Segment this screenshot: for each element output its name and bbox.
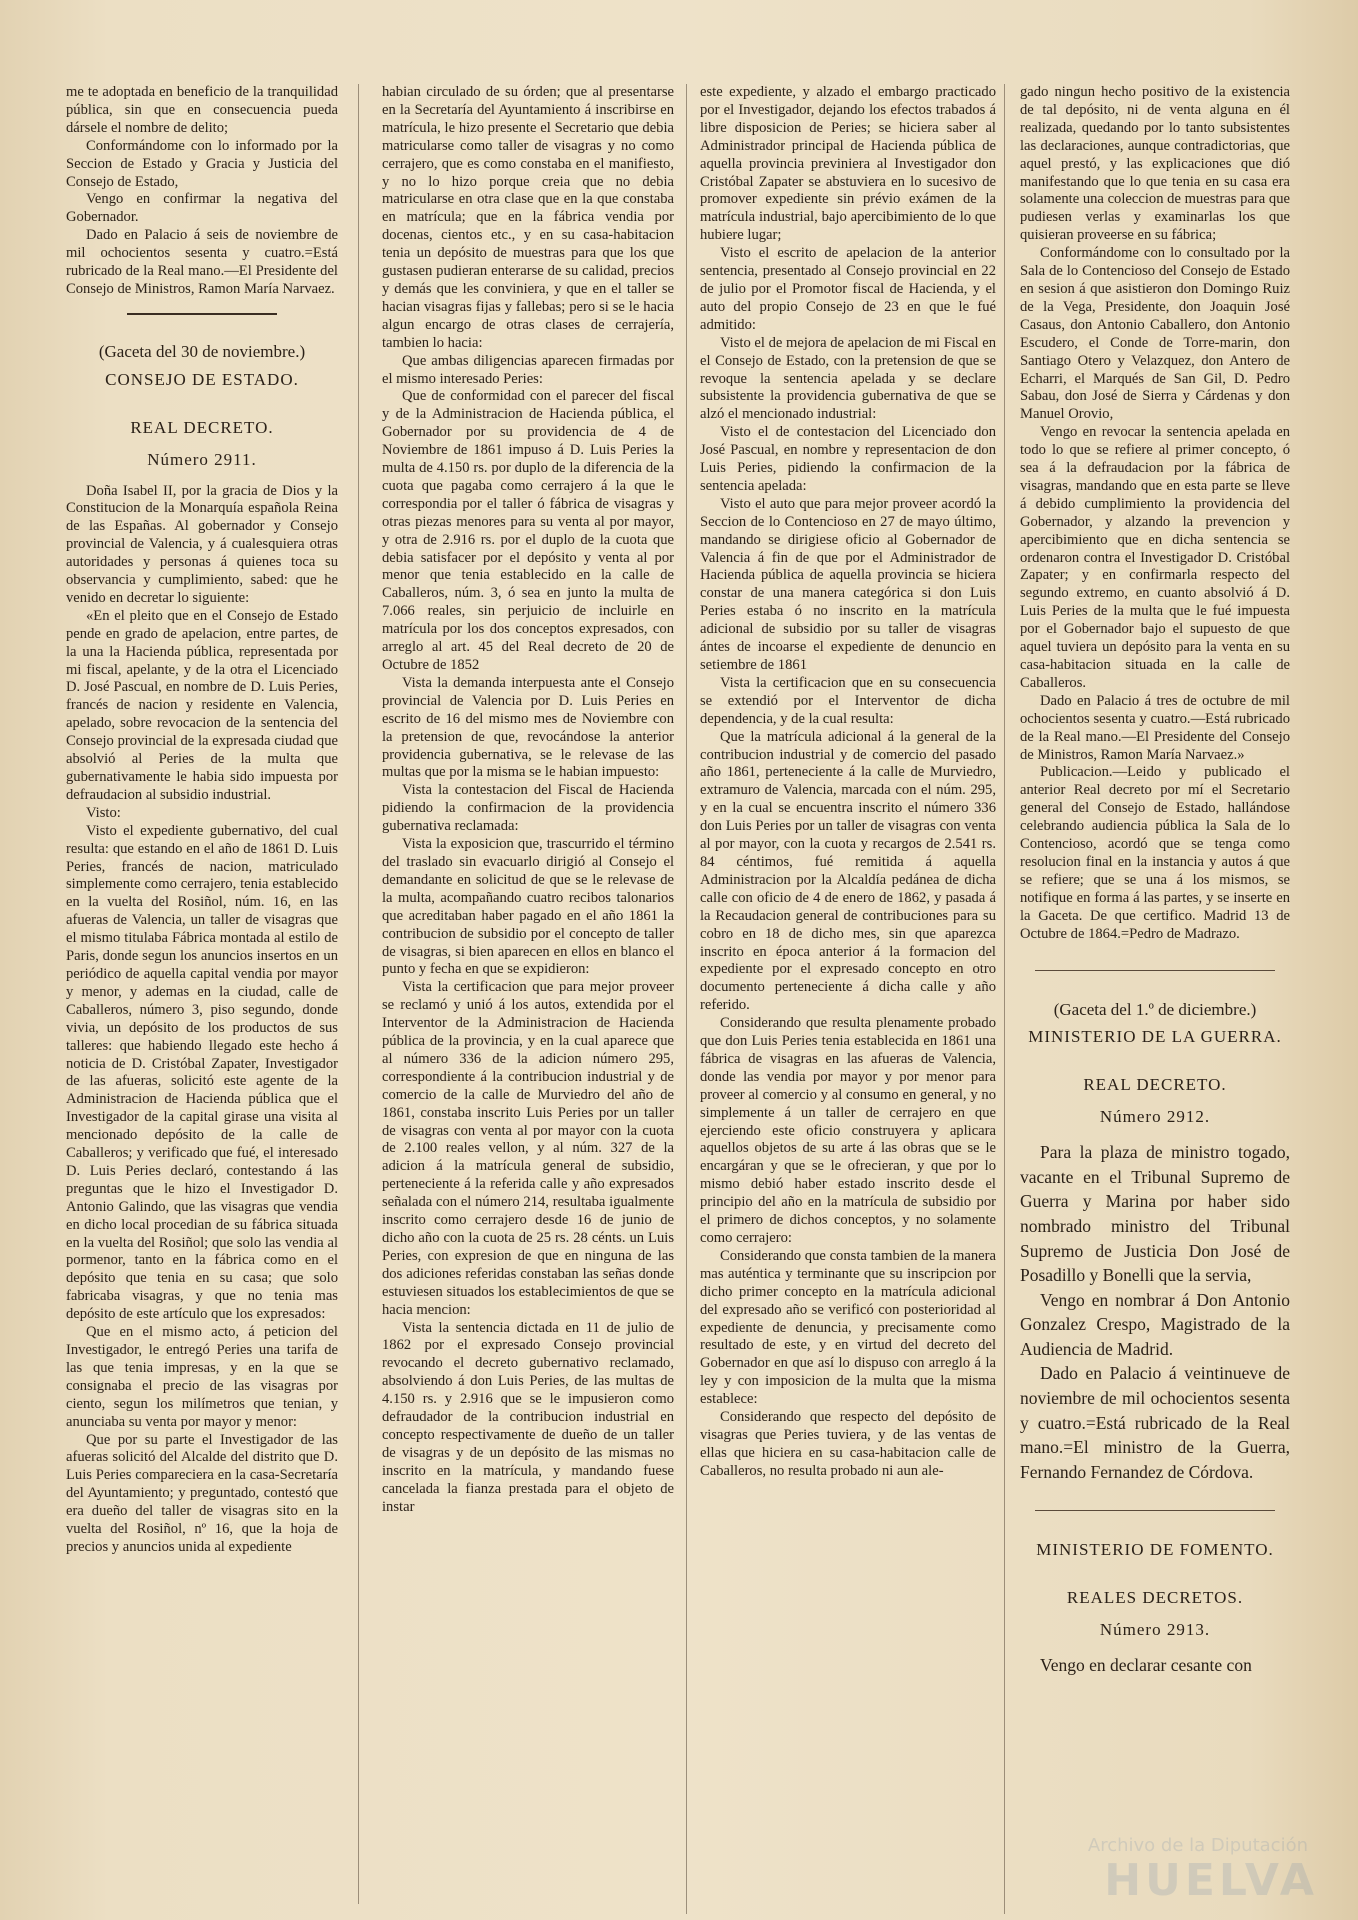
paragraph: Publicacion.—Leido y publicado el anterior Real decreto por mí el Secretario general del Consejo de Estado, hallándose celebrando audiencia pública la Sala de lo Contencioso, acordó que se tenga como resolucion final en la instancia y autos á que se refiere; que se una á los mismos, se notifique en forma á las partes, y se inserte en la Gaceta. De que certifico. Madrid 13 de Octubre de 1864.=Pedro de Madrazo. [1020, 764, 1290, 942]
section-divider [1035, 970, 1275, 971]
paragraph: Vista la certificacion que en su consecuencia se extendió por el Interventor de dicha dependencia, y de la cual resulta: [700, 674, 996, 727]
section-divider [127, 313, 277, 315]
decree-number: Número 2912. [1099, 1107, 1211, 1127]
paragraph: Que de conformidad con el parecer del fiscal y de la Administracion de Hacienda pública, el Gobernador por su providencia de 4 de Noviembre de 1861 impuso á D. Luis Peries la multa de 4.150 rs. por duplo de la diferencia de la cuota que pagaba como cerrajero á la que le correspondia por el taller ó fábrica de visagras y otras piezas menores para su venta al por mayor, y otra de 2.916 rs. por el duplo de la cuota que debia satisfacer por el depósito y venta al por menor que tenia establecido en la calle de Caballeros, núm. 3, ó sea en junto la multa de 7.066 reales, sin perjuicio de incluirle en matrícula por los dos conceptos expresados, con arreglo al art. 45 del Real decreto de 20 de Octubre de 1852 [382, 388, 674, 673]
paragraph: Vista la exposicion que, trascurrido el término del traslado sin evacuarlo dirigió al Consejo el demandante en solicitud de que se le relevase de la multa, acompañando cuatro recibos talonarios que acreditaban haber pagado en el año 1861 la contribucion de subsidio por el concepto de taller de visagras, si bien aparecen en ellos en blanco el punto y fecha en que se expidieron: [382, 836, 674, 978]
paragraph: Vista la contestacion del Fiscal de Hacienda pidiendo la confirmacion de la providencia gubernativa reclamada: [382, 782, 674, 835]
column-2 [382, 84, 674, 1912]
paragraph: Vengo en nombrar á Don Antonio Gonzalez Crespo, Magistrado de la Audiencia de Madrid. [1020, 1289, 1290, 1359]
paragraph: Visto: [86, 804, 121, 821]
section-heading: MINISTERIO DE FOMENTO. [1036, 1540, 1274, 1560]
column-rule [1004, 84, 1005, 1914]
paragraph: Vengo en revocar la sentencia apelada en todo lo que se refiere al primer concepto, ó sea á la defraudacion por la fábrica de visagras, mandando que en esta parte se lleve á debido cumplimiento la providencia del Gobernador, y alzando la prevencion y apercibimiento que en dicha sentencia se ordenaron contra el Investigador D. Cristóbal Zapater; y en confirmarla respecto del segundo extremo, en cuanto absolvió á D. Luis Peries de la multa que le fué impuesta por el Gobernador bajo el supuesto de que aquel tuviera un depósito para la venta en su casa-habitacion situada en la calle de Caballeros. [1020, 424, 1290, 691]
section-heading: MINISTERIO DE LA GUERRA. [1028, 1027, 1282, 1047]
paragraph: me te adoptada en beneficio de la tranquilidad pública, sin que en consecuencia pueda dársele el nombre de delito; [66, 84, 338, 136]
paragraph: habian circulado de su órden; que al presentarse en la Secretaría del Ayuntamiento á inscribirse en matrícula, le hizo presente el Secretario que debia matricularse como taller de visagras y no como cerrajero, que es como constaba en el manifiesto, y no lo hizo porque creia que no debia matricularse en otra clase que en la que constaba en matrícula; que en la fábrica vendia por docenas, cientos etc., y en su casa-habitacion tenia un depósito de muestras para que los que gustasen pudieran enterarse de su calidad, precios y demás que les conviniera, y que en el taller se hacian visagras fijas y fallebas; pero si se le hacia algun encargo de otras clases de cerrajería, tambien lo hacia: [382, 84, 674, 351]
column-3 [700, 84, 996, 1912]
paragraph: Visto el expediente gubernativo, del cual resulta: que estando en el año de 1861 D. Luis Peries, francés de nacion, matriculado simplemente como cerrajero, tenia establecido en la vuelta del Rosiñol, núm. 16, en las afueras de Valencia, un taller de visagras que el mismo titulaba Fábrica montada al estilo de Paris, donde segun los anuncios insertos en un periódico de aquella capital vendia por mayor y menor, y ademas en la ciudad, calle de Caballeros, número 3, piso segundo, donde vivia, un depósito de los productos de sus talleres: que habiendo llegado este hecho á noticia de D. Cristóbal Zapater, Investigador de las afueras, solicitó este agente de la Administracion de Hacienda pública que el Investigador de la capital girase una visita al mencionado depósito de la calle de Caballeros; y verificado que fué, el interesado D. Luis Peries declaró, contestando á las preguntas que le hizo el Investigador D. Antonio Galindo, que las visagras que vendia en dicho local procedian de su fábrica situada en la vuelta del Rosiñol; que solo las vendia al pormenor, tanto en la fábrica como en el depósito que tenia en su casa; que solo fabricaba visagras, y que no tenia mas depósito de este artículo que los expresados: [66, 822, 338, 1323]
paragraph: Vista la sentencia dictada en 11 de julio de 1862 por el expresado Consejo provincial revocando el decreto gubernativo reclamado, absolviendo á don Luis Peries, de las multas de 4.150 rs. y 2.916 que se le impusieron como defraudador de la contribucion industrial en concepto respectivamente de dueño de un taller de visagras y de un depósito de las mismas no inscrito en la matrícula, y mandando fuese cancelada la fianza prestada para el objeto de instar [382, 1319, 674, 1515]
paragraph: Conformándome con lo informado por la Seccion de Estado y Gracia y Justicia del Consejo de Estado, [66, 137, 338, 190]
paragraph: Considerando que resulta plenamente probado que don Luis Peries tenia establecida en 1861 una fábrica de visagras en las afueras de Valencia, donde las vendia por mayor y por menor para proveer al comercio y al consumo en general, y no simplemente á un taller de cerrajero en que ejerciendo este oficio construyera y aplicara aquellos objetos de su arte á las obras que se le encargáran y que se le ofrecieran, y que por lo mismo debió haber estado inscrito desde el principio del año en la matrícula de subsidio por el primero de dichos conceptos, y no solamente como cerrajero: [700, 1015, 996, 1246]
paragraph: Dado en Palacio á tres de octubre de mil ochocientos sesenta y cuatro.—Está rubricado de la Real mano.—El Presidente del Consejo de Ministros, Ramon María Narvaez.» [1020, 692, 1290, 763]
paragraph: Conformándome con lo consultado por la Sala de lo Contencioso del Consejo de Estado en sesion á que asistieron don Domingo Ruiz de la Vega, Presidente, don Joaquin José Casaus, don Antonio Caballero, don Antonio Escudero, el Conde de Torre-marin, don Santiago Otero y Velazquez, don Antero de Echarri, el Marqués de San Gil, D. Pedro Sabau, don José de Sierra y Cárdenas y don Manuel Orovio, [1020, 245, 1290, 423]
paragraph: Considerando que respecto del depósito de visagras que Peries tuviera, y de las ventas de ellas que hiciera en su casa-habitacion calle de Caballeros, no resulta probado ni aun ale- [700, 1409, 996, 1479]
paragraph: gado ningun hecho positivo de la existencia de tal depósito, ni de venta alguna en él realizada, quedando por lo tanto subsistentes las declaraciones, aunque contradictorias, que aquel prestó, y las explicaciones que dió manifestando que lo que tenia en su casa era solamente una coleccion de muestras para que pudiesen verlas y examinarlas los que quisieran proveerse en su fábrica; [1020, 84, 1290, 244]
column-rule [686, 84, 687, 1914]
gaceta-date: (Gaceta del 30 de noviembre.) [98, 341, 306, 361]
paragraph: Doña Isabel II, por la gracia de Dios y la Constitucion de la Monarquía española Reina de las Españas. Al gobernador y Consejo provincial de Valencia, y á cualesquiera otras autoridades y personas á quienes toca su observancia y cumplimiento, sabed: que he venido en decretar lo siguiente: [66, 482, 338, 606]
paragraph: «En el pleito que en el Consejo de Estado pende en grado de apelacion, entre partes, de la una la Hacienda pública, representada por mi fiscal, apelante, y de la otra el Licenciado D. José Pascual, en nombre de D. Luis Peries, francés de nacion y residente en Valencia, apelado, sobre revocacion de la sentencia del Consejo provincial de la expresada ciudad que absolvió al Peries de la multa que gubernativamente le habia sido impuesta por defraudacion al subsidio industrial. [66, 607, 338, 803]
decree-title: REAL DECRETO. [1083, 1075, 1227, 1095]
column-rule [358, 84, 359, 1904]
section-heading: CONSEJO DE ESTADO. [105, 369, 299, 389]
paragraph: Vista la certificacion que para mejor proveer se reclamó y unió á los autos, extendida por el Interventor de la Administracion de Hacienda pública de la provincia, y en la cual aparece que al número 336 de la adicion número 295, correspondiente á la contribucion industrial y de comercio de la calle de Murviedro del año de 1861, constaba inscrito Luis Peries por un taller de visagras con venta al por mayor con la cuota de 2.100 reales vellon, y al núm. 327 de la adicion á la matrícula general de subsidio, perteneciente á la referida calle y año expresados señalada con el número 214, resultaba igualmente inscrito como cerrajero desde 16 de junio de dicho año con la cuota de 25 rs. 28 cénts. un Luis Peries, con expresion de que en ninguna de las dos adiciones referidas constaban las señas donde estuviesen situados los establecimientos de que se hacia mencion: [382, 979, 674, 1318]
column-1 [66, 84, 338, 1912]
paragraph: Que en el mismo acto, á peticion del Investigador, le entregó Peries una tarifa de las que tenia impresas, y en la que se consignaba el precio de las visagras por ciento, segun los milímetros que tenian, y anunciaba su venta por mayor y menor: [66, 1324, 338, 1430]
section-divider [1035, 1510, 1275, 1511]
paragraph: Vista la demanda interpuesta ante el Consejo provincial de Valencia por D. Luis Peries en escrito de 16 del mismo mes de Noviembre con la pretension de que, revocándose la anterior providencia gubernativa, se le relevase de las multas que por la misma se le habian impuesto: [382, 674, 674, 781]
paragraph: Dado en Palacio á veintinueve de noviembre de mil ochocientos sesenta y cuatro.=Está rubricado de la Real mano.=El ministro de la Guerra, Fernando Fernandez de Córdova. [1020, 1363, 1290, 1482]
paragraph: Considerando que consta tambien de la manera mas auténtica y terminante que su inscripcion por dicho primer concepto en la matrícula adicional del expresado año se verificó con posterioridad al expediente de denuncia, y precisamente como resultado de este, y en virtud del decreto del Gobernador en que así lo dispuso con arreglo á la ley y con imposicion de la multa que la misma establece: [700, 1247, 996, 1408]
column-4 [1020, 84, 1290, 1912]
paragraph: Dado en Palacio á seis de noviembre de mil ochocientos sesenta y cuatro.=Está rubricado de la Real mano.—El Presidente del Consejo de Ministros, Ramon María Narvaez. [66, 227, 338, 297]
paragraph: Que ambas diligencias aparecen firmadas por el mismo interesado Peries: [382, 352, 674, 387]
decree-title: REALES DECRETOS. [1066, 1588, 1244, 1608]
paragraph: Vengo en declarar cesante con [1040, 1655, 1252, 1676]
archive-watermark-caption: Archivo de la Diputación [1087, 1835, 1308, 1856]
gaceta-date: (Gaceta del 1.º de diciembre.) [1053, 999, 1257, 1019]
paragraph: Que por su parte el Investigador de las afueras solicitó del Alcalde del distrito que D. Luis Peries compareciera en la casa-Secretaría del Ayuntamiento; y preguntado, contestó que era dueño del taller de visagras sito en la vuelta del Rosiñol, nº 16, que la hoja de precios y anuncios unida al expediente [66, 1431, 338, 1555]
paragraph: Visto el escrito de apelacion de la anterior sentencia, presentado al Consejo provincial en 22 de julio por el Promotor fiscal de Hacienda, y el auto del propio Consejo de 23 en que le fué admitido: [700, 245, 996, 333]
paragraph: este expediente, y alzado el embargo practicado por el Investigador, dejando los efectos trabados á libre disposicion de Peries; se hiciera saber al Administrador principal de Hacienda pública de aquella provincia previniera al Investigador don Cristóbal Zapater se abstuviera en lo sucesivo de promover expediente sin prévio exámen de la matrícula industrial, bajo apercibimiento de lo que hubiere lugar; [700, 84, 996, 244]
paragraph: Visto el de contestacion del Licenciado don José Pascual, en nombre y representacion de don Luis Peries, pidiendo la confirmacion de la sentencia apelada: [700, 424, 996, 494]
paragraph: Para la plaza de ministro togado, vacante en el Tribunal Supremo de Guerra y Marina por haber sido nombrado ministro del Tribunal Supremo de Justicia Don José de Posadillo y Bonelli que la servia, [1020, 1142, 1290, 1286]
decree-number: Número 2913. [1099, 1620, 1211, 1640]
decree-title: REAL DECRETO. [130, 417, 274, 437]
paragraph: Visto el auto que para mejor proveer acordó la Seccion de lo Contencioso en 27 de mayo último, mandando se dirigiese oficio al Gobernador de Valencia á fin de que por el Administrador de Hacienda pública de aquella provincia se hiciera constar de una manera categórica si don Luis Peries estaba ó no inscrito en la matrícula adicional de subsidio por su taller de visagras ántes de incoarse el expediente de denuncio en setiembre de 1861 [700, 495, 996, 673]
decree-number: Número 2911. [147, 449, 257, 469]
paragraph: Vengo en confirmar la negativa del Gobernador. [66, 191, 338, 226]
archive-watermark: HUELVA [1104, 1855, 1318, 1906]
paragraph: Visto el de mejora de apelacion de mi Fiscal en el Consejo de Estado, con la pretension de que se revoque la sentencia apelada y se declare subsistente la providencia gubernativa de que se alzó el mencionado industrial: [700, 334, 996, 423]
paragraph: Que la matrícula adicional á la general de la contribucion industrial y de comercio del pasado año 1861, perteneciente á la calle de Murviedro, extramuro de Valencia, marcada con el núm. 295, y en la cual se encuentra inscrito el número 336 don Luis Peries por un taller de visagras con venta al por mayor, con la cuota y recargos de 2.541 rs. 84 céntimos, fué remitida á aquella Administracion por la Alcaldía pedánea de dicha calle con oficio de 4 de enero de 1862, y pasada á la Recaudacion general de contribuciones para su cobro en 18 de dicho mes, sin que aparezca inscrito en época anterior á la formacion del expediente por el expresado concepto en otro documento perteneciente á dicha calle y año referido. [700, 728, 996, 1014]
